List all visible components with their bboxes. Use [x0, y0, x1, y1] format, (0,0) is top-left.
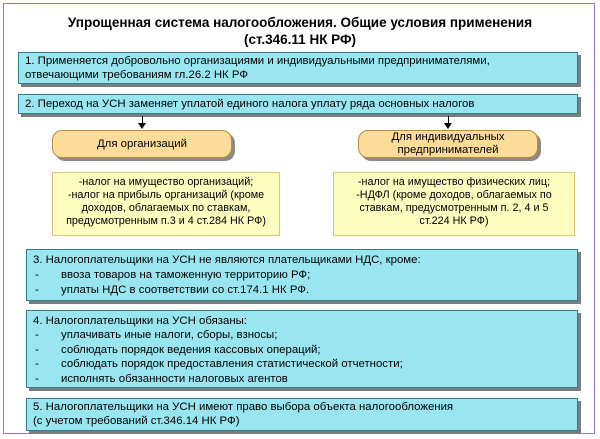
condition-1-box: [18, 52, 578, 84]
condition-4-item: - исполнять обязанности налоговых агентов: [33, 372, 571, 386]
condition-5-box: [26, 398, 578, 431]
condition-3-box: [26, 249, 578, 301]
organizations-label-text: Для организаций: [96, 137, 188, 150]
condition-4-item: - уплачивать иные налоги, сборы, взносы;: [33, 328, 571, 342]
organizations-tax-line-4: предусмотренным п.3 и 4 ст.284 НК РФ): [66, 215, 266, 227]
title-line-2: (ст.346.11 НК РФ): [243, 32, 357, 47]
entrepreneurs-taxes-box: [333, 172, 575, 236]
arrow-to-organizations-head: [138, 123, 146, 129]
entrepreneurs-tax-line-1: -налог на имущество физических лиц;: [357, 176, 551, 188]
condition-3-list: [33, 268, 571, 298]
entrepreneurs-tax-line-3: ставкам, предусмотренным п. 2, 4 и 5: [359, 202, 549, 214]
organizations-tax-line-3: доходов, облагаемых по ставкам,: [81, 202, 251, 214]
organizations-tax-line-2: -налог на прибыль организаций (кроме: [67, 189, 265, 201]
entrepreneurs-label: [358, 130, 538, 158]
condition-4-box: [26, 310, 578, 388]
condition-2-text: 2. Переход на УСН заменяет уплатой единого налога уплату ряда основных налогов: [25, 98, 475, 110]
organizations-tax-line-1: -налог на имущество организаций;: [78, 176, 254, 188]
title-line-1: Упрощенная система налогообложения. Общие условия применения: [67, 15, 533, 30]
arrow-to-entrepreneurs-head: [444, 123, 452, 129]
condition-3-item: - ввоза товаров на таможенную территорию РФ;: [33, 268, 571, 283]
entrepreneurs-tax-line-4: ст.224 НК РФ): [419, 215, 489, 227]
condition-4-item: - соблюдать порядок предоставления статистической отчетности;: [33, 357, 571, 371]
condition-5-line-1: 5. Налогоплательщики на УСН имеют право выбора объекта налогообложения: [33, 401, 454, 413]
condition-2-box: [18, 94, 578, 114]
organizations-label: [52, 130, 232, 158]
condition-1-line-2: отвечающими требованиям гл.26.2 НК РФ: [25, 68, 248, 81]
condition-5-line-2: (с учетом требований ст.346.14 НК РФ): [33, 414, 240, 427]
page-title: [0, 14, 600, 48]
entrepreneurs-label-line-2: предпринимателей: [397, 144, 499, 156]
condition-4-list: [33, 328, 571, 386]
entrepreneurs-label-line-1: Для индивидуальных: [391, 131, 505, 143]
condition-1-line-1: 1. Применяется добровольно организациями и индивидуальными предпринимателями,: [25, 55, 490, 67]
condition-4-heading: 4. Налогоплательщики на УСН обязаны:: [33, 315, 247, 327]
entrepreneurs-tax-line-2: -НДФЛ (кроме доходов, облагаемых по: [356, 189, 552, 201]
condition-3-heading: 3. Налогоплательщики на УСН не являются плательщиками НДС, кроме:: [33, 254, 421, 266]
organizations-taxes-box: [52, 172, 280, 236]
condition-4-item: - соблюдать порядок ведения кассовых операций;: [33, 343, 571, 357]
condition-3-item: - уплаты НДС в соответствии со ст.174.1 НК РФ.: [33, 283, 571, 298]
